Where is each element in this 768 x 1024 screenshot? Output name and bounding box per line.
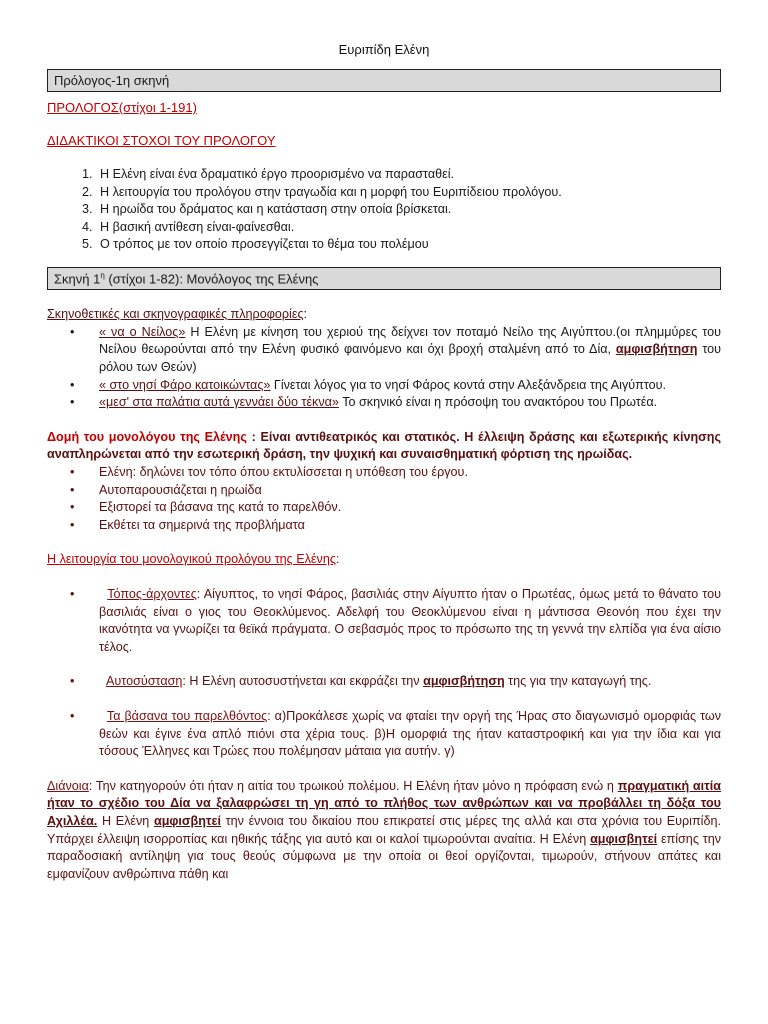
goals-list xyxy=(47,166,721,254)
leitourgia-bullet: • Τα βάσανα του παρελθόντος: α)Προκάλεσε χωρίς να φταίει την οργή της Ήρας στο διαγωνισμό ομορφιάς των θεών και έγινε ένα απλό πιόνι στα χέρια τους. β)Η ομορφιά της ήταν καταστροφική και για την ίδια και για τόσους Έλληνες και Τρώες που πολέμησαν μάταια για αυτήν. γ) xyxy=(70,708,721,759)
leitourgia-bullet: • Αυτοσύσταση: Η Ελένη αυτοσυστήνεται και εκφράζει την αμφισβήτηση της για την καταγωγή της. xyxy=(47,673,721,691)
bullet-icon: • xyxy=(70,587,75,602)
goal-item: 2. Η λειτουργία του προλόγου στην τραγωδία και η μορφή του Ευριπίδειου προλόγου. xyxy=(96,184,721,202)
domi-bullet: • Αυτοπαρουσιάζεται η ηρωίδα xyxy=(47,482,721,500)
bullet-icon: • xyxy=(70,708,75,723)
leitourgia-heading: Η λειτουργία του μονολογικού προλόγου της Ελένης: xyxy=(47,552,340,567)
goal-item: 1. Η Ελένη είναι ένα δραματικό έργο προορισμένο να παρασταθεί. xyxy=(96,166,721,184)
stage-heading: Σκηνοθετικές και σκηνογραφικές πληροφορίες: xyxy=(47,307,308,322)
bullet-icon: • xyxy=(70,465,75,480)
goal-item: 5. Ο τρόπος με τον οποίο προσεγγίζεται το θέμα του πολέμου xyxy=(96,236,721,254)
goal-item: 4. Η βασική αντίθεση είναι-φαίνεσθαι. xyxy=(96,219,721,237)
domi-paragraph: Δομή του μονολόγου της Ελένης : Είναι αντιθεατρικός και στατικός. Η έλλειψη δράσης και εξωτερικής κίνησης αναπληρώνεται από την εσωτερική δράση, την ψυχική και συναισθηματική φόρτιση της ηρωίδας. xyxy=(47,429,722,462)
goal-item: 3. Η ηρωίδα του δράματος και η κατάσταση στην οποία βρίσκεται. xyxy=(96,201,721,219)
domi-bullet: • Εξιστορεί τα βάσανα της κατά το παρελθόν. xyxy=(47,499,721,517)
bullet-icon: • xyxy=(70,674,75,689)
leitourgia-bullet: • Τόπος-άρχοντες: Αίγυπτος, το νησί Φάρος, βασιλιάς στην Αίγυπτο ήταν ο Πρωτέας, όμως μετά το θάνατο του βασιλιάς είναι ο γιος του Θεοκλύμενος. Αδελφή του Θεοκλύμενου είναι η μάντισσα Θεονόη που έχει την ικανότητα να γνωρίζει τα θεϊκά πράγματα. Ο σεβασμός προς το πρόσωπο της τη γεννά την ελπίδα για ένα αίσιο τέλος. xyxy=(70,587,721,654)
domi-bullet: • Ελένη: δηλώνει τον τόπο όπου εκτυλίσσεται η υπόθεση του έργου. xyxy=(47,464,721,482)
document-title: Ευριπίδη Ελένη xyxy=(338,42,430,57)
stage-bullet: • «μεσ' στα παλάτια αυτά γεννάει δύο τέκνα» Το σκηνικό είναι η πρόσοψη του ανακτόρου του Πρωτέα. xyxy=(47,394,721,412)
bullet-icon: • xyxy=(70,482,75,497)
didaktikoi-heading: ΔΙΔΑΚΤΙΚΟΙ ΣΤΟΧΟΙ ΤΟΥ ΠΡΟΛΟΓΟΥ xyxy=(47,133,276,148)
bullet-icon: • xyxy=(70,324,75,339)
dianoia-paragraph: Διάνοια: Την κατηγορούν ότι ήταν η αιτία του τρωικού πολέμου. Η Ελένη ήταν μόνο η πρόφαση ενώ η πραγματική αιτία ήταν το σχέδιο του Δία να ξαλαφρώσει τη γη από το πλήθος των ανθρώπων και να προβάλλει τη δόξα του Αχιλλέα. Η Ελένη αμφισβητεί την έννοια του δικαίου που επικρατεί στις μέρες της αλλά και στα χρόνια του Ευριπίδη. Υπάρχει έλλειψη ισορροπίας και ηθικής τάξης για αυτό και οι καλοί τιμωρούνται αναίτια. Η Ελένη αμφισβητεί επίσης την παραδοσιακή αντίληψη για τους θεούς σύμφωνα με την οποία οι θεοί οργίζονται, τιμωρούν, στήνουν απάτες και εμφανίζουν ανθρώπινα πάθη και xyxy=(47,778,722,881)
bullet-icon: • xyxy=(70,517,75,532)
bullet-icon: • xyxy=(70,377,75,392)
stage-bullet: • « να ο Νείλος» Η Ελένη με κίνηση του χεριού της δείχνει τον ποταμό Νείλο της Αιγύπτου.(οι πλημμύρες του Νείλου θεωρούνται από την Ελένη φυσικό φαινόμενο και όχι βροχή σταλμένη από το Δία, αμφισβήτηση του ρόλου των Θεών) xyxy=(70,324,722,375)
stage-bullet: • « στο νησί Φάρο κατοικώντας» Γίνεται λόγος για το νησί Φάρος κοντά στην Αλεξάνδρεια της Αιγύπτου. xyxy=(47,377,721,395)
bullet-icon: • xyxy=(70,395,75,410)
bullet-icon: • xyxy=(70,500,75,515)
section-box-scene1: Σκηνή $1^\eta$ (στίχοι 1-82): Μονόλογος της Ελένης xyxy=(47,267,721,290)
domi-bullet: • Εκθέτει τα σημερινά της προβλήματα xyxy=(47,517,721,535)
prologos-heading: ΠΡΟΛΟΓΟΣ(στίχοι 1-191) xyxy=(47,100,197,115)
section-box-prologue: Πρόλογος-1η σκηνή xyxy=(47,69,721,92)
